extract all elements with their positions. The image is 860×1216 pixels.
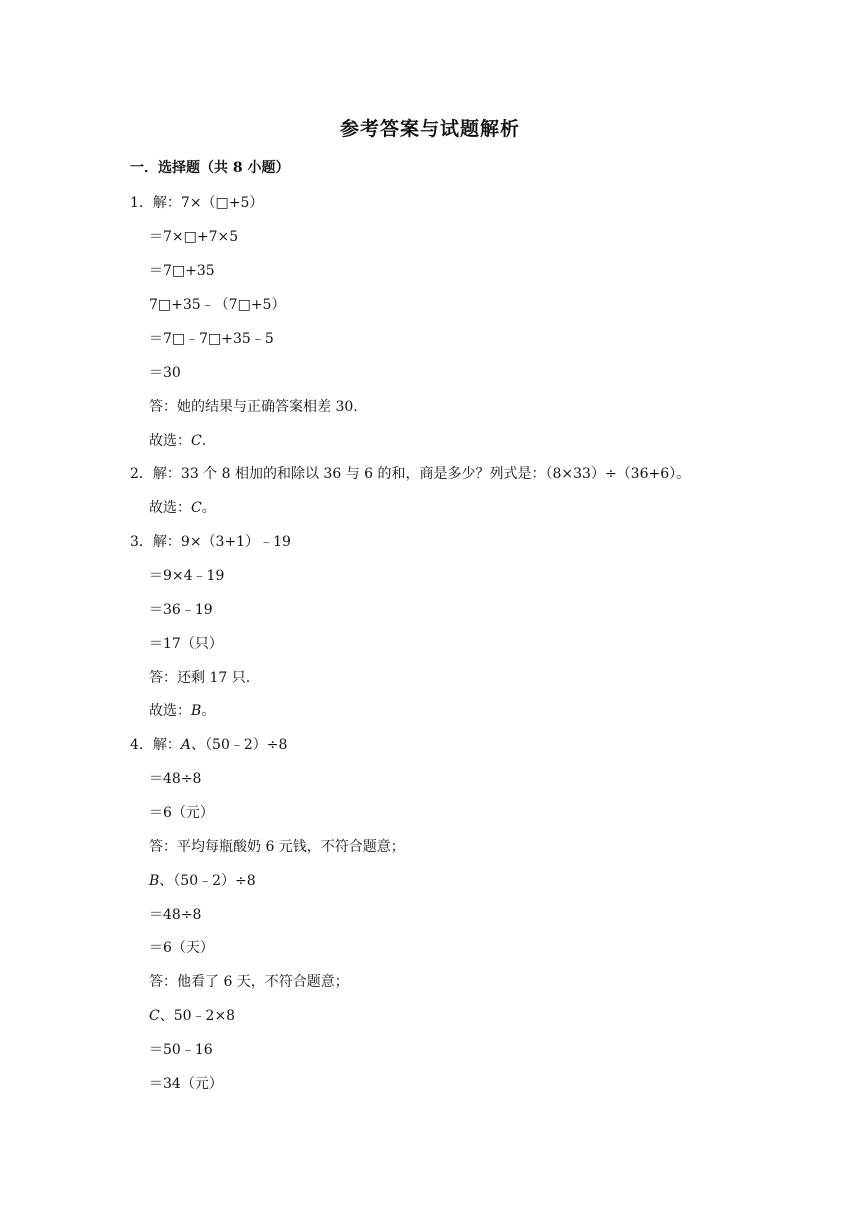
q4-step: ＝34（元） (149, 1076, 223, 1092)
option-expression: 、（50﹣2）÷8 (191, 737, 288, 753)
choice-suffix: 。 (201, 703, 216, 719)
q4-option-c (149, 1005, 235, 1025)
q2-head: 2．解：33 个 8 相加的和除以 36 与 6 的和，商是多少？列式是：（8×33）÷（36+6）。 (130, 466, 691, 482)
q3-step: ＝17（只） (149, 636, 223, 652)
option-expression: 、（50﹣2）÷8 (159, 873, 256, 889)
q1-answer: 答：她的结果与正确答案相差 30. (149, 399, 358, 415)
q3-step: ＝36﹣19 (149, 602, 213, 618)
choice-suffix: . (201, 433, 207, 449)
q4-step: ＝48÷8 (149, 907, 202, 923)
q4-step: ＝6（元） (149, 805, 214, 821)
q4-step: ＝6（天） (149, 940, 214, 956)
choice-letter: C (191, 500, 202, 516)
choice-suffix: 。 (201, 500, 216, 516)
choice-prefix: 故选： (149, 433, 191, 449)
q1-step: ＝30 (149, 365, 181, 381)
q4-head (130, 734, 287, 754)
option-expression: 、50﹣2×8 (159, 1008, 236, 1024)
q4-head-prefix: 4．解： (130, 737, 181, 753)
q1-step: ＝7□﹣7□+35﹣5 (149, 331, 274, 347)
q4-step: ＝50﹣16 (149, 1042, 213, 1058)
q1-choice (149, 430, 206, 450)
q3-head: 3．解：9×（3+1）﹣19 (130, 534, 291, 550)
q2-choice (149, 497, 216, 517)
q4-option-b (149, 870, 256, 890)
q1-step: ＝7×□+7×5 (149, 229, 239, 245)
q4-answer: 答：他看了 6 天，不符合题意； (149, 974, 349, 990)
choice-letter: C (191, 433, 202, 449)
q4-step: ＝48÷8 (149, 771, 202, 787)
option-letter: A (180, 737, 192, 753)
choice-prefix: 故选： (149, 500, 191, 516)
option-letter: C (149, 1008, 160, 1024)
q1-head: 1．解：7×（□+5） (130, 195, 264, 211)
section-heading: 一．选择题（共 8 小题） (130, 160, 290, 176)
q3-choice (149, 700, 215, 720)
page-title: 参考答案与试题解析 (339, 118, 520, 140)
q3-step: ＝9×4﹣19 (149, 568, 225, 584)
choice-letter: B (191, 703, 202, 719)
choice-prefix: 故选： (149, 703, 191, 719)
option-letter: B (149, 873, 160, 889)
q1-step: ＝7□+35 (149, 263, 215, 279)
q3-answer: 答：还剩 17 只. (149, 670, 251, 686)
q4-answer: 答：平均每瓶酸奶 6 元钱，不符合题意； (149, 839, 405, 855)
q1-step: 7□+35﹣（7□+5） (149, 297, 286, 313)
